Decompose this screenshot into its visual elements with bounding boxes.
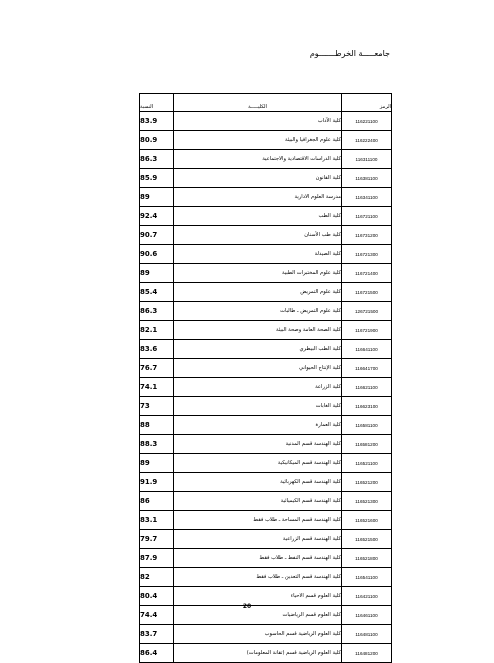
score-cell: 89 bbox=[140, 454, 174, 473]
table-row bbox=[140, 188, 392, 207]
table-row bbox=[140, 568, 392, 587]
faculty-cell: كلية علوم الجغرافيا والبيئة bbox=[174, 131, 342, 150]
code-cell: 116521100 bbox=[342, 454, 392, 473]
code-cell: 116221100 bbox=[342, 112, 392, 131]
table-row bbox=[140, 264, 392, 283]
code-cell: 116381100 bbox=[342, 169, 392, 188]
table-row bbox=[140, 112, 392, 131]
faculty-cell: كلية القانون bbox=[174, 169, 342, 188]
faculty-cell: كلية الهندسة قسم الكهربائية bbox=[174, 473, 342, 492]
faculty-cell: كلية علوم التمريض bbox=[174, 283, 342, 302]
table-row bbox=[140, 150, 392, 169]
table-row bbox=[140, 644, 392, 663]
faculty-cell: كلية علوم المختبرات الطبية bbox=[174, 264, 342, 283]
table-row bbox=[140, 435, 392, 454]
code-cell: 116311100 bbox=[342, 150, 392, 169]
table-row bbox=[140, 530, 392, 549]
score-cell: 85.9 bbox=[140, 169, 174, 188]
score-cell: 91.9 bbox=[140, 473, 174, 492]
table-row bbox=[140, 492, 392, 511]
table-row bbox=[140, 207, 392, 226]
table-row bbox=[140, 131, 392, 150]
admission-scores-table bbox=[139, 93, 392, 663]
table-row bbox=[140, 625, 392, 644]
code-cell: 116481200 bbox=[342, 644, 392, 663]
column-header-faculty: الكليـــــة bbox=[174, 94, 342, 112]
score-cell: 90.6 bbox=[140, 245, 174, 264]
faculty-cell: كلية الصيدلة bbox=[174, 245, 342, 264]
code-cell: 116721500 bbox=[342, 283, 392, 302]
faculty-cell: مدرسة العلوم الادارية bbox=[174, 188, 342, 207]
faculty-cell: كلية الهندسة قسم الميكانيكية bbox=[174, 454, 342, 473]
table-row bbox=[140, 340, 392, 359]
table-row bbox=[140, 169, 392, 188]
score-cell: 88 bbox=[140, 416, 174, 435]
code-cell: 116581200 bbox=[342, 435, 392, 454]
score-cell: 88.3 bbox=[140, 435, 174, 454]
code-cell: 116521200 bbox=[342, 473, 392, 492]
score-cell: 82 bbox=[140, 568, 174, 587]
code-cell: 116341100 bbox=[342, 188, 392, 207]
code-cell: 116721900 bbox=[342, 321, 392, 340]
score-cell: 76.7 bbox=[140, 359, 174, 378]
code-cell: 116461100 bbox=[342, 606, 392, 625]
table-row bbox=[140, 454, 392, 473]
faculty-cell: كلية العلوم الرياضية قسم (تقانة المعلومات) bbox=[174, 644, 342, 663]
score-cell: 83.6 bbox=[140, 340, 174, 359]
score-cell: 90.7 bbox=[140, 226, 174, 245]
score-cell: 82.1 bbox=[140, 321, 174, 340]
code-cell: 116721100 bbox=[342, 207, 392, 226]
page-number: 20 bbox=[242, 603, 252, 610]
faculty-cell: كلية الزراعة bbox=[174, 378, 342, 397]
table-row bbox=[140, 321, 392, 340]
code-cell: 116581100 bbox=[342, 416, 392, 435]
score-cell: 74.4 bbox=[140, 606, 174, 625]
faculty-cell: كلية الهندسة قسم النفط ـ طلاب فقط bbox=[174, 549, 342, 568]
score-cell: 89 bbox=[140, 188, 174, 207]
code-cell: 116641100 bbox=[342, 340, 392, 359]
faculty-cell: كلية الطب البيطري bbox=[174, 340, 342, 359]
table-header-row bbox=[140, 94, 392, 112]
table-row bbox=[140, 587, 392, 606]
faculty-cell: كلية العمارة bbox=[174, 416, 342, 435]
score-cell: 80.4 bbox=[140, 587, 174, 606]
score-cell: 85.4 bbox=[140, 283, 174, 302]
faculty-cell: كلية العلوم الرياضية قسم الحاسوب bbox=[174, 625, 342, 644]
faculty-cell: كلية الهندسة قسم المساحة ـ طلاب فقط bbox=[174, 511, 342, 530]
score-cell: 86.3 bbox=[140, 302, 174, 321]
code-cell: 116481100 bbox=[342, 625, 392, 644]
code-cell: 116641700 bbox=[342, 359, 392, 378]
table-row bbox=[140, 283, 392, 302]
score-cell: 87.9 bbox=[140, 549, 174, 568]
score-cell: 79.7 bbox=[140, 530, 174, 549]
score-cell: 86.3 bbox=[140, 150, 174, 169]
faculty-cell: كلية الطب bbox=[174, 207, 342, 226]
code-cell: 116541100 bbox=[342, 568, 392, 587]
table-row bbox=[140, 549, 392, 568]
table-row bbox=[140, 378, 392, 397]
page-header-university: جامعـــــة الخرطـــــــوم bbox=[309, 49, 390, 58]
faculty-cell: كلية الإنتاج الحيواني bbox=[174, 359, 342, 378]
score-cell: 92.4 bbox=[140, 207, 174, 226]
code-cell: 116521300 bbox=[342, 492, 392, 511]
code-cell: 116222400 bbox=[342, 131, 392, 150]
score-cell: 83.9 bbox=[140, 112, 174, 131]
faculty-cell: كلية الصحة العامة وصحة البيئة bbox=[174, 321, 342, 340]
column-header-score: النسبة bbox=[140, 94, 174, 112]
faculty-cell: كلية الآداب bbox=[174, 112, 342, 131]
code-cell: 116521600 bbox=[342, 511, 392, 530]
code-cell: 116421100 bbox=[342, 587, 392, 606]
score-cell: 86.4 bbox=[140, 644, 174, 663]
faculty-cell: كلية الهندسة قسم التعدين ـ طلاب فقط bbox=[174, 568, 342, 587]
faculty-cell: كلية الدراسات الاقتصادية والاجتماعية bbox=[174, 150, 342, 169]
score-cell: 89 bbox=[140, 264, 174, 283]
code-cell: 116731200 bbox=[342, 226, 392, 245]
faculty-cell: كلية العلوم قسم الاحياء bbox=[174, 587, 342, 606]
table-row bbox=[140, 416, 392, 435]
faculty-cell: كلية طب الأسنان bbox=[174, 226, 342, 245]
code-cell: 116721300 bbox=[342, 245, 392, 264]
table-row bbox=[140, 397, 392, 416]
score-cell: 83.1 bbox=[140, 511, 174, 530]
score-cell: 83.7 bbox=[140, 625, 174, 644]
faculty-cell: كلية الهندسة قسم الكيميائية bbox=[174, 492, 342, 511]
score-cell: 73 bbox=[140, 397, 174, 416]
table-row bbox=[140, 245, 392, 264]
table-row bbox=[140, 473, 392, 492]
code-cell: 116521800 bbox=[342, 549, 392, 568]
score-cell: 80.9 bbox=[140, 131, 174, 150]
table-row bbox=[140, 511, 392, 530]
table-row bbox=[140, 359, 392, 378]
code-cell: 116521500 bbox=[342, 530, 392, 549]
code-cell: 116721400 bbox=[342, 264, 392, 283]
code-cell: 116623100 bbox=[342, 397, 392, 416]
column-header-code: الرمز bbox=[342, 94, 392, 112]
faculty-cell: كلية العلوم قسم الرياضيات bbox=[174, 606, 342, 625]
code-cell: 116621100 bbox=[342, 378, 392, 397]
table-row bbox=[140, 302, 392, 321]
code-cell: 126721500 bbox=[342, 302, 392, 321]
score-cell: 74.1 bbox=[140, 378, 174, 397]
faculty-cell: كلية الغابات bbox=[174, 397, 342, 416]
faculty-cell: كلية الهندسة قسم الزراعية bbox=[174, 530, 342, 549]
faculty-cell: كلية الهندسة قسم المدنية bbox=[174, 435, 342, 454]
table-row bbox=[140, 226, 392, 245]
table-row bbox=[140, 606, 392, 625]
faculty-cell: كلية علوم التمريض ـ طالبات bbox=[174, 302, 342, 321]
score-cell: 86 bbox=[140, 492, 174, 511]
